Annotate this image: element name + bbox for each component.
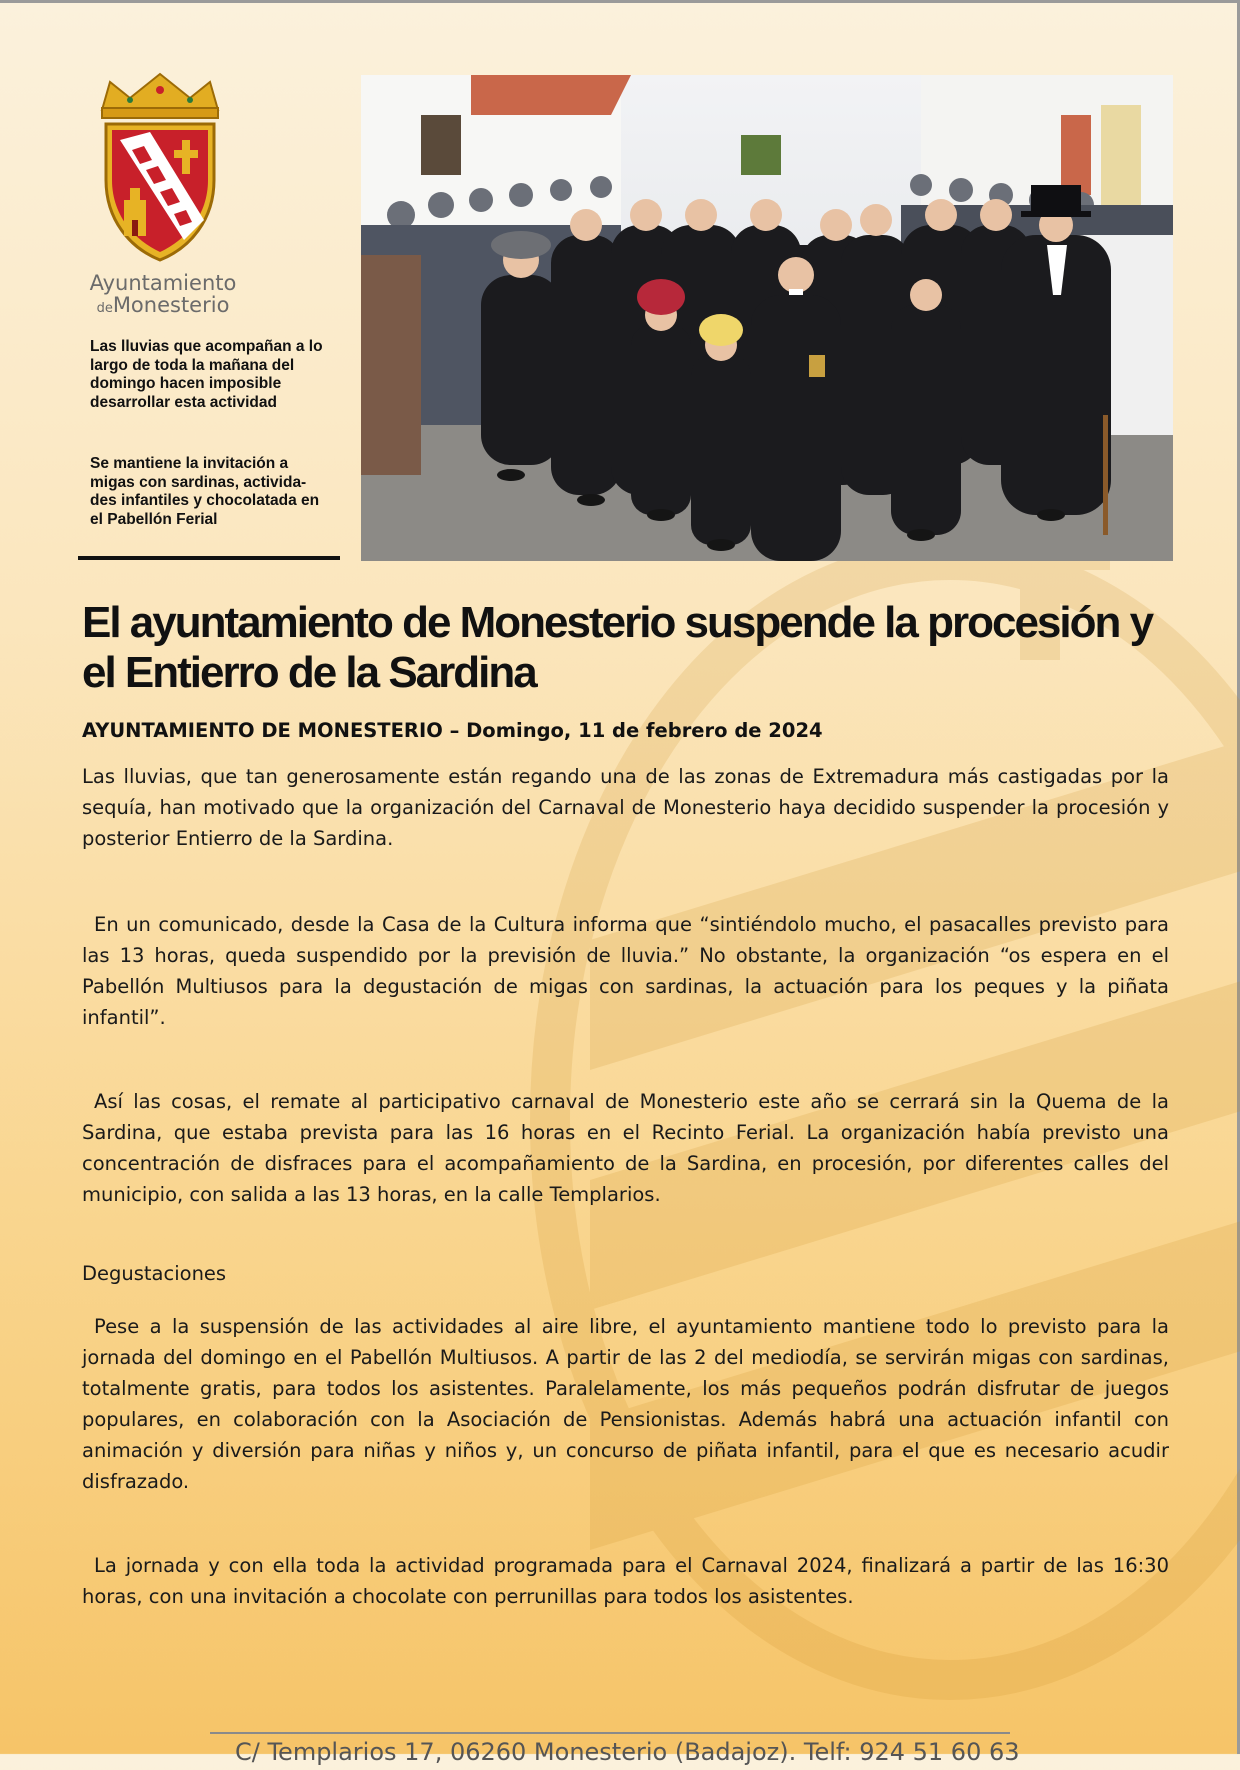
article-byline: AYUNTAMIENTO DE MONESTERIO – Domingo, 11 de febrero de 2024 — [82, 719, 823, 742]
carnival-group-photo — [361, 75, 1173, 561]
paragraph-1: Las lluvias, que tan generosamente están regando una de las zonas de Extremadura más castigadas por la sequía, han motivado que la organización del Carnaval de Monesterio haya decidido suspender la procesión y posterior Entierro de la Sardina. — [82, 765, 1169, 850]
logo-wordmark — [88, 272, 238, 320]
logo-line2: Monesterio — [112, 293, 230, 317]
coat-of-arms-logo — [80, 70, 240, 270]
side-divider — [78, 556, 340, 560]
article-headline: El ayuntamiento de Monesterio suspende la procesión y el Entierro de la Sardina — [82, 598, 1153, 697]
side-note-invitation: Se mantiene la invitación a migas con sardinas, activida-des infantiles y chocolatada en el Pabellón Ferial — [90, 455, 320, 528]
paragraph-5: La jornada y con ella toda la actividad programada para el Carnaval 2024, finalizará a partir de las 16:30 horas, con una invitación a chocolate con perrunillas para todos los asistentes. — [82, 1554, 1169, 1608]
paragraph-4: Pese a la suspensión de las actividades al aire libre, el ayuntamiento mantiene todo lo previsto para la jornada del domingo en el Pabellón Multiusos. A partir de las 2 del mediodía, se servirán migas con sardinas, totalmente gratis, para todos los asistentes. Paralelamente, los más pequeños podrán disfrutar de juegos populares, en colaboración con la Asociación de Pensionistas. Además habrá una actuación infantil con animación y diversión para niñas y niños y, un concurso de piñata infantil, para el que es necesario acudir disfrazado. — [82, 1315, 1169, 1493]
logo-line1: Ayuntamiento — [89, 271, 237, 295]
paragraph-2: En un comunicado, desde la Casa de la Cultura informa que “sintiéndolo mucho, el pasacalles previsto para las 13 horas, queda suspendido por la previsión de lluvia.” No obstante, la organización “os espera en el Pabellón Multiusos para la degustación de migas con sardinas, la actuación para los peques y la piñata infantil”. — [82, 913, 1169, 1029]
footer-divider — [210, 1732, 1010, 1734]
footer-address: C/ Templarios 17, 06260 Monesterio (Badajoz). Telf: 924 51 60 63 — [235, 1738, 1020, 1766]
side-note-rain: Las lluvias que acompañan a lo largo de toda la mañana del domingo hacen imposible desarrollar esta actividad — [90, 338, 323, 411]
logo-prefix: de — [96, 301, 113, 316]
section-subhead: Degustaciones — [82, 1262, 227, 1285]
paragraph-3: Así las cosas, el remate al participativo carnaval de Monesterio este año se cerrará sin la Quema de la Sardina, que estaba prevista para las 16 horas en el Recinto Ferial. La organización había previsto una concentración de disfraces para el acompañamiento de la Sardina, en procesión, por diferentes calles del municipio, con salida a las 13 horas, en la calle Templarios. — [82, 1090, 1169, 1206]
